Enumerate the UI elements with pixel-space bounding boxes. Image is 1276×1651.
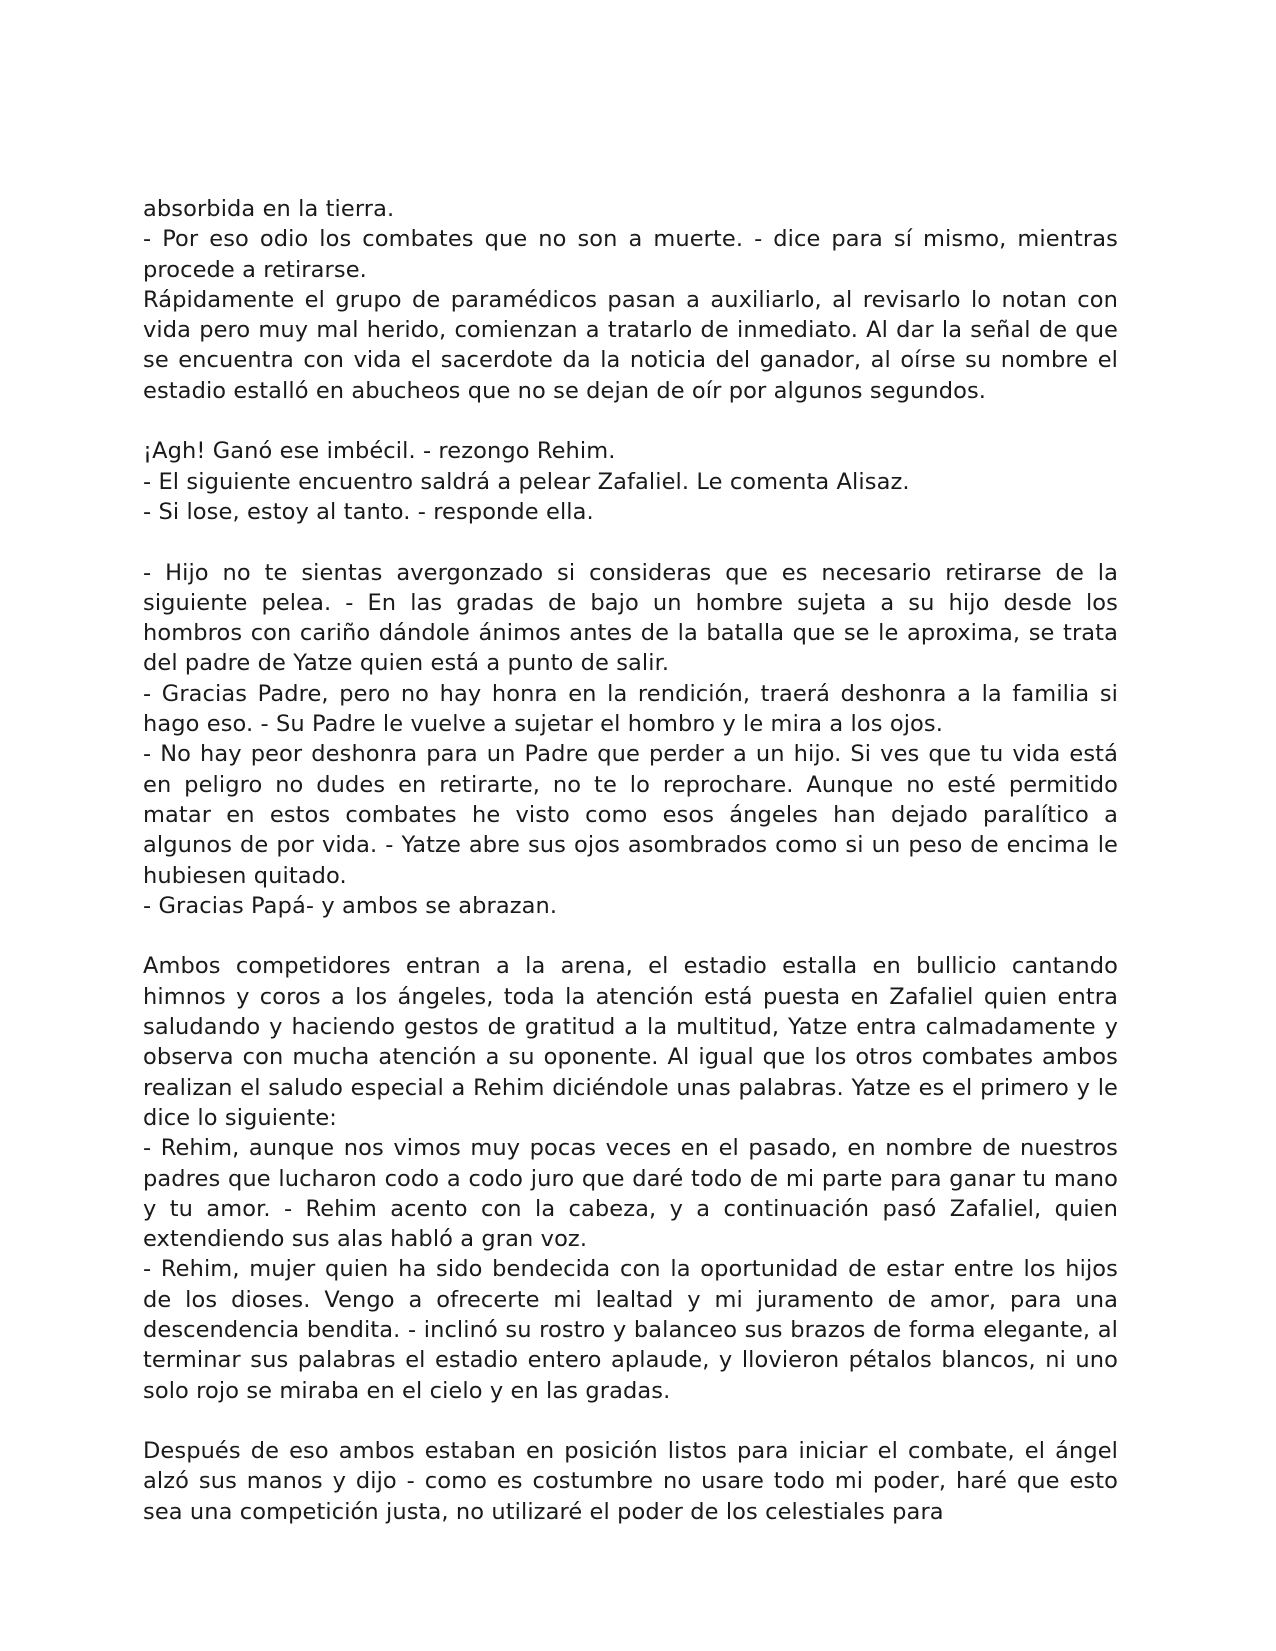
paragraph-gap <box>143 527 1118 557</box>
body-text <box>143 194 1118 1527</box>
paragraph-dialogue: - Gracias Papá- y ambos se abrazan. <box>143 892 558 919</box>
paragraph-dialogue: - Si lose, estoy al tanto. - responde ella. <box>143 498 594 525</box>
paragraph-gap <box>143 921 1118 951</box>
paragraph-narration: Rápidamente el grupo de paramédicos pasan a auxiliarlo, al revisarlo lo notan con vida pero muy mal herido, comienzan a tratarlo de inmediato. Al dar la señal de que se encuentra con vida el sacerdote da la noticia del ganador, al oírse su nombre el estadio estalló en abucheos que no se dejan de oír por algunos segundos. <box>143 286 1118 404</box>
paragraph-continuation: absorbida en la tierra. <box>143 196 395 222</box>
paragraph-dialogue: ¡Agh! Ganó ese imbécil. - rezongo Rehim. <box>143 438 616 465</box>
paragraph-dialogue: - Rehim, mujer quien ha sido bendecida con la oportunidad de estar entre los hijos de los dioses. Vengo a ofrecerte mi lealtad y mi juramento de amor, para una descendencia bendita. - inclinó su rostro y balanceo sus brazos de forma elegante, al terminar sus palabras el estadio entero aplaude, y llovieron pétalos blancos, ni uno solo rojo se miraba en el cielo y en las gradas. <box>143 1256 1118 1404</box>
paragraph-dialogue: - No hay peor deshonra para un Padre que perder a un hijo. Si ves que tu vida está en peligro no dudes en retirarte, no te lo reprochare. Aunque no esté permitido matar en estos combates he visto como esos ángeles han dejado paralítico a algunos de por vida. - Yatze abre sus ojos asombrados como si un peso de encima le hubiesen quitado. <box>143 741 1118 889</box>
paragraph-dialogue: - Gracias Padre, pero no hay honra en la rendición, traerá deshonra a la familia si hago eso. - Su Padre le vuelve a sujetar el hombro y le mira a los ojos. <box>143 680 1118 738</box>
paragraph-dialogue: - Hijo no te sientas avergonzado si consideras que es necesario retirarse de la siguiente pelea. - En las gradas de bajo un hombre sujeta a su hijo desde los hombros con cariño dándole ánimos antes de la batalla que se le aproxima, se trata del padre de Yatze quien está a punto de salir. <box>143 559 1118 677</box>
paragraph-narration: Ambos competidores entran a la arena, el estadio estalla en bullicio cantando himnos y coros a los ángeles, toda la atención está puesta en Zafaliel quien entra saludando y haciendo gestos de gratitud a la multitud, Yatze entra calmadamente y observa con mucha atención a su oponente. Al igual que los otros combates ambos realizan el saludo especial a Rehim diciéndole unas palabras. Yatze es el primero y le dice lo siguiente: <box>143 953 1118 1131</box>
paragraph-dialogue: - Rehim, aunque nos vimos muy pocas veces en el pasado, en nombre de nuestros padres que lucharon codo a codo juro que daré todo de mi parte para ganar tu mano y tu amor. - Rehim acento con la cabeza, y a continuación pasó Zafaliel, quien extendiendo sus alas habló a gran voz. <box>143 1135 1118 1253</box>
paragraph-gap <box>143 1406 1118 1436</box>
paragraph-gap <box>143 406 1118 436</box>
paragraph-dialogue: - El siguiente encuentro saldrá a pelear Zafaliel. Le comenta Alisaz. <box>143 468 910 495</box>
paragraph-narration: Después de eso ambos estaban en posición listos para iniciar el combate, el ángel alzó sus manos y dijo - como es costumbre no usare todo mi poder, haré que esto sea una competición justa, no utilizaré el poder de los celestiales para <box>143 1438 1118 1525</box>
paragraph-dialogue: - Por eso odio los combates que no son a muerte. - dice para sí mismo, mientras procede a retirarse. <box>143 226 1118 283</box>
